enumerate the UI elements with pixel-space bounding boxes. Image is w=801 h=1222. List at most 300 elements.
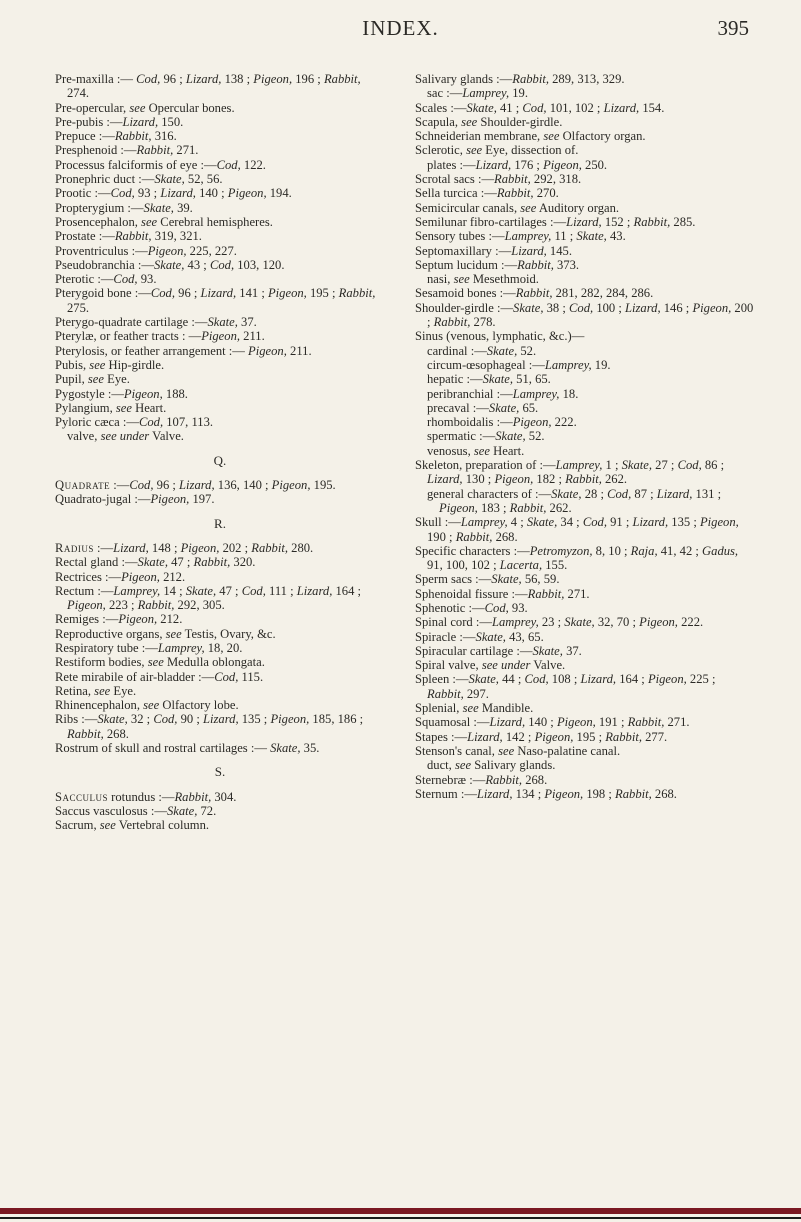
- entry-text: 195.: [310, 478, 336, 493]
- index-entry: [55, 741, 385, 755]
- entry-text: Mandible.: [478, 701, 534, 716]
- entry-text: 47 ;: [216, 583, 242, 598]
- entry-text: 18.: [559, 386, 579, 401]
- entry-text: Rectal gland :—: [55, 555, 138, 570]
- entry-text: 164 ;: [616, 672, 648, 687]
- entry-italic-text: Pigeon,: [121, 569, 160, 584]
- entry-italic-text: Skate,: [564, 615, 595, 630]
- entry-italic-text: Rabbit,: [527, 586, 565, 601]
- entry-text: Prostate :—: [55, 229, 115, 244]
- index-entry: [415, 515, 755, 544]
- entry-italic-text: Pigeon,: [512, 415, 552, 430]
- entry-text: Splenial,: [415, 701, 463, 716]
- entry-text: Pylangium,: [55, 400, 116, 415]
- entry-text: 93 ;: [134, 186, 161, 201]
- entry-text: Prosencephalon,: [55, 214, 142, 229]
- entry-text: 195 ;: [573, 729, 606, 744]
- entry-text: 146 ;: [660, 300, 693, 315]
- index-subentry: [415, 387, 755, 401]
- entry-text: Heart.: [131, 400, 167, 415]
- entry-text: 190 ;: [427, 529, 456, 544]
- entry-italic-text: Pigeon,: [692, 300, 732, 315]
- index-entry: [55, 244, 385, 258]
- entry-italic-text: Skate,: [513, 300, 544, 315]
- entry-italic-text: Rabbit,: [174, 789, 212, 804]
- entry-text: 195 ;: [306, 286, 339, 301]
- entry-italic-text: Pigeon,: [647, 672, 687, 687]
- entry-text: :—: [93, 540, 114, 555]
- entry-text: Skeleton, preparation of :—: [415, 458, 556, 473]
- entry-italic-text: Cod,: [214, 669, 239, 684]
- index-entry: [415, 286, 755, 300]
- entry-text: Spleen :—: [415, 672, 469, 687]
- entry-italic-text: Skate,: [621, 458, 653, 473]
- entry-italic-text: Rabbit,: [565, 472, 602, 487]
- index-entry: [55, 790, 385, 804]
- entry-text: Pseudobranchia :—: [55, 257, 154, 272]
- index-entry: [55, 698, 385, 712]
- entry-text: 18, 20.: [204, 640, 243, 655]
- entry-italic-text: Raja,: [630, 543, 658, 558]
- entry-italic-text: Lizard,: [427, 472, 463, 487]
- entry-italic-text: Lizard,: [200, 286, 237, 301]
- index-entry: [415, 458, 755, 487]
- entry-text: Pterygo-quadrate cartilage :—: [55, 315, 208, 330]
- index-entry: [55, 712, 385, 741]
- index-entry: [415, 715, 755, 729]
- index-entry: [55, 570, 385, 584]
- index-entry: [415, 572, 755, 586]
- index-column-right: [415, 72, 755, 801]
- entry-text: Naso-palatine canal.: [514, 743, 621, 758]
- entry-text: 304.: [211, 789, 237, 804]
- entry-italic-text: Cod,: [569, 300, 594, 315]
- entry-text: Reproductive organs,: [55, 626, 166, 641]
- entry-italic-text: Cod,: [138, 415, 164, 430]
- index-column-left: [55, 72, 385, 833]
- entry-text: 131 ;: [692, 486, 722, 501]
- entry-text: 268.: [103, 726, 129, 741]
- entry-text: venosus,: [427, 443, 474, 458]
- entry-text: 211.: [240, 329, 265, 344]
- index-entry: [415, 644, 755, 658]
- entry-text: 274.: [67, 86, 90, 101]
- entry-italic-text: Petromyzon,: [529, 543, 593, 558]
- entry-text: cardinal :—: [427, 343, 487, 358]
- section-letter: S.: [214, 764, 226, 780]
- entry-text: Testis, Ovary, &c.: [181, 626, 276, 641]
- entry-italic-text: see under: [481, 658, 531, 673]
- entry-italic-text: see: [466, 143, 483, 158]
- entry-italic-text: Lizard,: [475, 157, 512, 172]
- index-entry: [415, 701, 755, 715]
- index-entry: [415, 244, 755, 258]
- index-entry: [55, 272, 385, 286]
- entry-italic-text: Rabbit,: [633, 214, 671, 229]
- entry-text: Pygostyle :—: [55, 386, 124, 401]
- entry-text: Propterygium :—: [55, 200, 144, 215]
- entry-text: 43.: [606, 229, 626, 244]
- entry-italic-text: Lamprey,: [555, 458, 603, 473]
- index-entry: [415, 630, 755, 644]
- entry-italic-text: Pigeon,: [543, 157, 582, 172]
- entry-text: 140 ;: [525, 715, 557, 730]
- entry-italic-text: Lizard,: [625, 300, 661, 315]
- entry-italic-text: Cod,: [484, 600, 509, 615]
- entry-italic-text: Cod,: [136, 72, 161, 86]
- entry-text: 211.: [286, 343, 312, 358]
- entry-text: rhomboidalis :—: [427, 415, 513, 430]
- entry-text: Pterylosis, or feather arrangement :—: [55, 343, 249, 358]
- entry-italic-text: Rabbit,: [515, 286, 553, 301]
- section-letter: Q.: [213, 452, 227, 468]
- index-entry: [55, 286, 385, 315]
- entry-text: 142 ;: [502, 729, 535, 744]
- index-entry: [415, 229, 755, 243]
- entry-italic-text: Pigeon,: [253, 72, 293, 86]
- entry-text: 271.: [564, 586, 590, 601]
- entry-text: 90 ;: [177, 712, 204, 727]
- entry-italic-text: Lizard,: [467, 729, 503, 744]
- entry-italic-text: see: [462, 701, 479, 716]
- entry-text: Spiral valve,: [415, 658, 482, 673]
- entry-text: peribranchial :—: [427, 386, 513, 401]
- entry-italic-text: Rabbit,: [509, 500, 547, 515]
- index-entry: [55, 478, 385, 492]
- entry-text: 194.: [266, 186, 292, 201]
- entry-italic-text: Cod,: [150, 286, 175, 301]
- entry-italic-text: Cod,: [607, 486, 632, 501]
- index-entry: [55, 541, 385, 555]
- entry-text: 96 ;: [153, 478, 180, 493]
- entry-italic-text: Cod,: [113, 272, 138, 287]
- entry-text: spermatic :—: [427, 429, 496, 444]
- entry-text: 281, 282, 284, 286.: [552, 286, 654, 301]
- entry-italic-text: Cod,: [110, 186, 135, 201]
- entry-italic-text: Rabbit,: [193, 555, 231, 570]
- entry-text: general characters of :—: [427, 486, 552, 501]
- entry-text: 373.: [553, 257, 580, 272]
- entry-italic-text: Lizard,: [580, 672, 617, 687]
- entry-italic-text: Skate,: [154, 172, 185, 187]
- entry-text: 320.: [230, 555, 256, 570]
- index-entry: [55, 627, 385, 641]
- entry-italic-text: Pigeon,: [534, 729, 574, 744]
- entry-text: 43, 65.: [505, 629, 544, 644]
- index-entry: [55, 172, 385, 186]
- entry-text: 270.: [533, 186, 559, 201]
- entry-italic-text: Pigeon,: [699, 515, 739, 530]
- entry-text: 136, 140 ;: [214, 478, 272, 493]
- entry-text: 183 ;: [477, 500, 510, 515]
- entry-text: 225, 227.: [186, 243, 237, 258]
- entry-text: 8, 10 ;: [592, 543, 631, 558]
- entry-text: duct,: [427, 758, 455, 773]
- entry-text: 44 ;: [498, 672, 525, 687]
- entry-text: Spiracle :—: [415, 629, 476, 644]
- entry-text: 111 ;: [265, 583, 297, 598]
- entry-italic-text: Lizard,: [113, 540, 149, 555]
- entry-text: 101, 102 ;: [546, 100, 604, 115]
- entry-text: 271.: [173, 143, 199, 158]
- entry-text: Pterylæ, or feather tracts : —: [55, 329, 202, 344]
- index-entry: [55, 115, 385, 129]
- entry-italic-text: Rabbit,: [427, 686, 464, 701]
- entry-text: Specific characters :—: [415, 543, 530, 558]
- entry-text: 196 ;: [292, 72, 324, 86]
- entry-italic-text: Lizard,: [511, 243, 547, 258]
- entry-text: Sphenotic :—: [415, 600, 485, 615]
- entry-italic-text: Rabbit,: [114, 229, 152, 244]
- entry-text: 51, 65.: [513, 372, 551, 387]
- index-entry: [415, 587, 755, 601]
- entry-italic-text: Skate,: [532, 643, 563, 658]
- entry-italic-text: Cod,: [129, 478, 154, 493]
- entry-italic-text: Lacerta,: [499, 558, 543, 573]
- entry-italic-text: see: [141, 214, 158, 229]
- entry-italic-text: Pigeon,: [118, 612, 158, 627]
- entry-italic-text: Pigeon,: [270, 712, 310, 727]
- entry-text: 93.: [137, 272, 157, 287]
- entry-italic-text: see: [87, 372, 104, 387]
- index-subentry: [415, 344, 755, 358]
- entry-italic-text: Skate,: [466, 100, 497, 115]
- entry-text: Sinus (venous, lymphatic, &c.)—: [415, 329, 585, 344]
- entry-text: Valve.: [530, 658, 566, 673]
- entry-italic-text: Cod,: [582, 515, 607, 530]
- index-entry: [415, 201, 755, 215]
- index-entry: [55, 684, 385, 698]
- entry-text: 103, 120.: [234, 257, 285, 272]
- entry-text: 188.: [162, 386, 188, 401]
- entry-text: 225 ;: [686, 672, 716, 687]
- entry-text: Salivary glands :—: [415, 72, 513, 86]
- entry-italic-text: Pigeon,: [123, 386, 163, 401]
- entry-text: 275.: [67, 300, 90, 315]
- index-entry: [55, 344, 385, 358]
- entry-text: 277.: [641, 729, 668, 744]
- entry-text: 65.: [519, 400, 539, 415]
- entry-italic-text: see: [94, 683, 111, 698]
- entry-text: Retina,: [55, 683, 95, 698]
- index-entry: [55, 670, 385, 684]
- entry-text: 198 ;: [583, 786, 616, 801]
- entry-italic-text: Rabbit,: [114, 129, 152, 144]
- entry-text: Sensory tubes :—: [415, 229, 505, 244]
- entry-italic-text: see: [165, 626, 182, 641]
- index-entry: [55, 415, 385, 429]
- entry-text: 38 ;: [543, 300, 570, 315]
- index-subentry: [415, 158, 755, 172]
- entry-text: Medulla oblongata.: [163, 655, 265, 670]
- entry-text: Pterotic :—: [55, 272, 114, 287]
- entry-italic-text: Lizard,: [476, 786, 513, 801]
- entry-text: Pubis,: [55, 357, 90, 372]
- entry-text: 202 ;: [219, 540, 252, 555]
- entry-italic-text: Gadus,: [702, 543, 739, 558]
- entry-italic-text: Lizard,: [296, 583, 333, 598]
- index-subentry: [415, 444, 755, 458]
- entry-text: Quadrato-jugal :—: [55, 492, 151, 507]
- index-entry: [55, 158, 385, 172]
- entry-italic-text: Skate,: [526, 515, 558, 530]
- entry-text: 223 ;: [105, 598, 138, 613]
- entry-text: Heart.: [489, 443, 525, 458]
- entry-italic-text: see: [461, 114, 478, 129]
- entry-text: nasi,: [427, 272, 454, 287]
- entry-italic-text: Rabbit,: [67, 726, 104, 741]
- entry-text: Sternum :—: [415, 786, 477, 801]
- index-entry: [55, 655, 385, 669]
- index-subentry: [415, 372, 755, 386]
- entry-text: 91 ;: [606, 515, 633, 530]
- entry-italic-text: Cod,: [522, 100, 547, 115]
- entry-italic-text: Rabbit,: [485, 772, 523, 787]
- entry-italic-text: see: [89, 357, 106, 372]
- entry-italic-text: Rabbit,: [496, 186, 534, 201]
- index-subentry: [415, 401, 755, 415]
- entry-text: 35.: [300, 741, 320, 756]
- entry-italic-text: Pigeon,: [248, 343, 287, 358]
- entry-text: hepatic :—: [427, 372, 483, 387]
- entry-italic-text: Rabbit,: [323, 72, 361, 86]
- entry-italic-text: Skate,: [270, 741, 301, 756]
- index-entry: [55, 215, 385, 229]
- entry-text: 96 ;: [160, 72, 186, 86]
- entry-italic-text: Lizard,: [160, 186, 196, 201]
- entry-text: Semilunar fibro-cartilages :—: [415, 214, 567, 229]
- entry-italic-text: Skate,: [166, 803, 198, 818]
- entry-italic-text: Lamprey,: [157, 640, 205, 655]
- entry-text: 19.: [591, 357, 611, 372]
- index-subentry: [415, 429, 755, 443]
- entry-italic-text: Lizard,: [203, 712, 239, 727]
- entry-text: 56, 59.: [521, 572, 560, 587]
- entry-text: 212.: [157, 612, 183, 627]
- entry-text: Pterygoid bone :—: [55, 286, 151, 301]
- entry-text: 152 ;: [601, 214, 634, 229]
- entry-text: 278.: [470, 315, 496, 330]
- entry-italic-text: Lizard,: [656, 486, 693, 501]
- entry-text: Rostrum of skull and rostral cartilages :—: [55, 741, 271, 756]
- index-entry: [55, 612, 385, 626]
- entry-text: Semicircular canals,: [415, 200, 521, 215]
- entry-text: 155.: [542, 558, 568, 573]
- entry-text: Presphenoid :—: [55, 143, 137, 158]
- entry-italic-text: Skate,: [482, 372, 514, 387]
- index-subentry: [415, 487, 755, 516]
- entry-text: 154.: [639, 100, 665, 115]
- index-entry: [415, 658, 755, 672]
- bottom-edge-line: [0, 1217, 801, 1219]
- entry-italic-text: Pigeon,: [267, 286, 307, 301]
- entry-text: 91, 100, 102 ;: [427, 558, 500, 573]
- index-entry: [55, 329, 385, 343]
- entry-text: Olfactory organ.: [559, 129, 646, 144]
- index-entry: [415, 143, 755, 157]
- entry-italic-text: Skate,: [486, 343, 518, 358]
- entry-text: Pre-pubis :—: [55, 114, 123, 129]
- entry-italic-text: see: [453, 272, 470, 287]
- entry-text: 32, 70 ;: [594, 615, 640, 630]
- entry-italic-text: Skate,: [475, 629, 506, 644]
- entry-text: 292, 318.: [530, 172, 582, 187]
- entry-italic-text: Pigeon,: [639, 615, 678, 630]
- entry-text: 37.: [562, 643, 582, 658]
- entry-text: 176 ;: [511, 157, 544, 172]
- index-entry: [55, 229, 385, 243]
- entry-italic-text: Rabbit,: [494, 172, 531, 187]
- entry-italic-text: Skate,: [576, 229, 607, 244]
- entry-italic-text: Lamprey,: [504, 229, 552, 244]
- entry-italic-text: Rabbit,: [137, 598, 175, 613]
- entry-text: Vertebral column.: [115, 818, 210, 833]
- entry-text: Eye, dissection of.: [482, 143, 579, 158]
- entry-text: Pyloric cæca :—: [55, 415, 139, 430]
- index-entry: [415, 258, 755, 272]
- index-entry: [55, 186, 385, 200]
- index-entry: [415, 329, 755, 343]
- entry-text: 41 ;: [496, 100, 523, 115]
- index-entry: [415, 186, 755, 200]
- page-number: 395: [717, 16, 749, 40]
- entry-text: Rectum :—: [55, 583, 114, 598]
- entry-italic-text: Lamprey,: [462, 86, 510, 101]
- entry-italic-text: Lamprey,: [113, 583, 161, 598]
- entry-text: Sella turcica :—: [415, 186, 497, 201]
- index-entry: [415, 744, 755, 758]
- entry-text: Saccus vasculosus :—: [55, 803, 167, 818]
- entry-text: 222.: [677, 615, 704, 630]
- entry-text: 47 ;: [167, 555, 194, 570]
- entry-text: 39.: [173, 200, 193, 215]
- entry-italic-text: Pigeon,: [556, 715, 596, 730]
- entry-lead-word: Quadrate: [55, 478, 111, 493]
- entry-italic-text: see: [99, 818, 116, 833]
- entry-italic-text: Skate,: [207, 315, 238, 330]
- entry-text: 285.: [670, 214, 696, 229]
- entry-text: Sclerotic,: [415, 143, 467, 158]
- entry-text: 37.: [237, 315, 257, 330]
- entry-text: Salivary glands.: [471, 758, 556, 773]
- entry-text: 145.: [546, 243, 572, 258]
- entry-text: 52.: [525, 429, 545, 444]
- entry-text: rotundus :—: [108, 789, 175, 804]
- entry-text: 72.: [197, 803, 217, 818]
- entry-italic-text: Lamprey,: [491, 615, 539, 630]
- entry-text: 32 ;: [127, 712, 154, 727]
- entry-text: Sperm sacs :—: [415, 572, 492, 587]
- entry-italic-text: Lizard,: [632, 515, 669, 530]
- entry-text: 1 ;: [602, 458, 622, 473]
- entry-text: 86 ;: [701, 458, 725, 473]
- entry-italic-text: Pigeon,: [201, 329, 241, 344]
- entry-italic-text: Lizard,: [566, 214, 602, 229]
- entry-italic-text: Pigeon,: [180, 540, 220, 555]
- entry-text: 289, 313, 329.: [548, 72, 625, 86]
- index-entry: [415, 115, 755, 129]
- entry-italic-text: Lamprey,: [460, 515, 508, 530]
- index-subentry: [415, 415, 755, 429]
- index-entry: [55, 258, 385, 272]
- entry-italic-text: Skate,: [137, 555, 168, 570]
- index-entry: [415, 601, 755, 615]
- index-entry: [55, 818, 385, 832]
- index-entry: [415, 544, 755, 573]
- entry-text: 135 ;: [238, 712, 271, 727]
- entry-italic-text: Pigeon,: [494, 472, 534, 487]
- entry-italic-text: Lizard,: [185, 72, 222, 86]
